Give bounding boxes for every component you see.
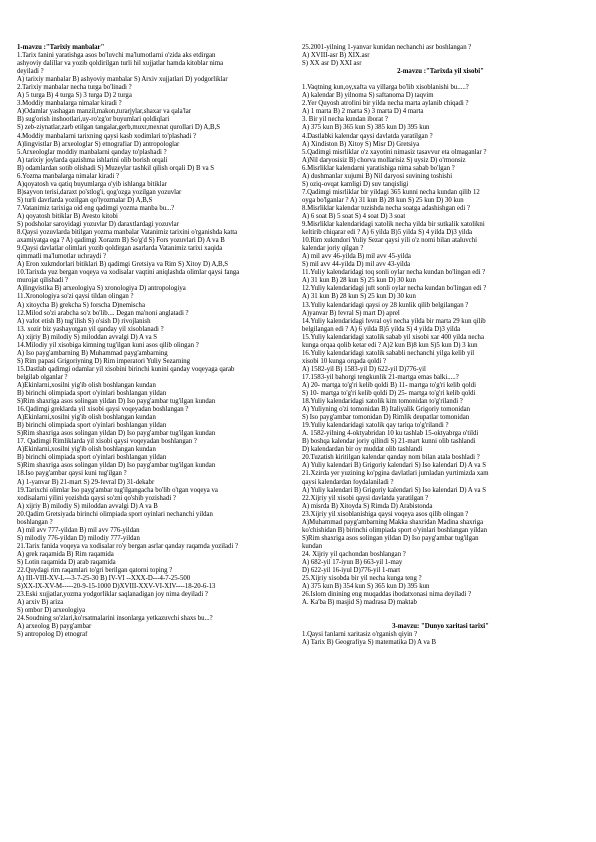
text-line-right-0: 25.2001-yilning 1-yanvar kunidan nechanchi asr boshlangan ? [302,44,472,51]
text-line-right-44: 18.Yuliy kalendaridagi xatolik kim tomonidan to'g'rilandi ? [302,398,463,406]
text-line-left-28: 10.Tarixda yuz bergan voqeya va xodisalar vaqtini aniqlashda olimlar qaysi fanga [17,269,240,277]
text-line-right-5: 1.Vaqtning kun,oy,xafta va yillarga bo'lib xisoblanishi bu.....? [302,84,469,92]
right-column [302,44,579,828]
text-line-left-31: 11.Xronologiya so'zi qaysi tildan olingan ? [17,293,134,301]
text-line-left-38: A) Iso payg'ambarning B) Muhammad payg'ambarning [17,349,168,357]
text-line-left-44: S)Rim shaxriga asos solingan yildan D) Iso payg'ambar tug'ilgan kundan [17,398,216,406]
text-line-right-54: qaysi kalendardan foydalaniladi ? [302,478,394,486]
text-line-left-13: 5.Arxeologlar moddiy manbalarni qanday to'plashadi ? [17,148,167,156]
text-line-left-59: boshlangan ? [17,518,53,526]
text-line-left-18: B)sayvon terisi,daraxt po'stlog'i, qog'ozga yozilgan yozuvlar [17,188,182,196]
text-line-right-34: 14.Yuliy kalendaridagi fevral oyi necha yilda bir marta 29 kun qilib [302,317,486,325]
text-line-right-49: B) boshqa kalendar joriy qilindi S) 21-mart kunni olib tashlandi [302,438,476,446]
text-line-left-73: S) antropolog D) etnograf [17,631,88,639]
text-line-left-29: murojat qilishadi ? [17,277,68,285]
text-line-right-42: A) 20- martga to'g'ri kelib qoldi B) 11- martga to'g'ri kelib qoldi [302,381,476,389]
text-line-left-32: A) xitoycha B) grekcha S) forscha D)nemischa [17,301,145,309]
document-page [17,44,579,828]
text-line-left-27: A) Eron xukmdorlari bitiklari B) qadimgi Gretsiya va Rim S) Xitoy D) A,B,S [17,261,229,269]
text-line-left-66: A) III-VIII-XV-L---3-7-25-30 B) IV-VI --XXX-D---4-7-25-500 [17,575,191,583]
text-line-right-48: A. 1582-yilning 4-oktyabridan 10 ku tashlab 15-oktyabrga o'tildi [302,430,479,438]
text-line-right-41: 17.1583-yil bahorgi tengkunlik 21-martga emas balki.....? [302,373,459,381]
text-line-right-40: A) 1582-yil B) 1583-yil D) 622-yil D)776-yil [302,365,426,373]
text-line-left-57: A) xijriy B) milodiy S) miloddan avvalgi D) A va B [17,502,158,510]
text-line-right-29: A) 31 kun B) 28 kun S) 25 kun D) 30 kun [302,277,416,285]
text-line-left-71: 24.Soudning so'zlari,ko'rsatmalarini insonlarga yetkazuvchi shaxs bu...? [17,615,213,623]
text-line-left-21: A) qoyatosh bitiklar B) Avesto kitobi [17,212,118,220]
text-line-right-37: kunga orqaa qolib ketar edi ? A)2 kun B)8 kun S)5 kun D) 3 kun [302,341,478,349]
text-line-left-42: A)Ekinlarni,xosilni yig'ib olish boshlangan kundan [17,381,156,389]
text-line-left-63: A) grek raqamida B) Rim raqamida [17,550,114,558]
text-line-left-11: 4.Moddiy manbalarni tarixning qaysi kasb xodimlari to'plashadi ? [17,132,197,140]
text-line-left-14: A) tarixiy joylarda qazishma ishlarini olib borish orqali [17,156,168,164]
text-line-left-48: S)Rim shaxriga asos solingan yildan D) Iso payg'ambar tug'ilgan kundan [17,430,216,438]
text-line-left-26: qimmatli ma'lumotlar uchraydi ? [17,253,106,261]
text-line-left-1: 1.Tarix fanini yaratishga asos bo'luvchi ma'lumotlarni o'zida aks etdirgan [17,52,216,60]
text-line-left-53: 18.Iso payg'ambar qaysi kuni tug'ilgan ? [17,470,127,478]
text-line-right-74: A) Tarix B) Geografiya S) matematika D) A va B [302,639,436,647]
text-line-right-4 [302,76,579,84]
text-line-right-70 [302,607,579,615]
text-line-right-7: 2.Yer Quyosh atrofini bir yilda necha marta aylanib chiqadi ? [302,100,469,108]
text-line-right-38: 16.Yuliy kalendaridagi xatolik sababli nechanchi yilga kelib yil [302,349,475,357]
text-line-left-33: 12.Milod so'zi arabcha so'z bo'lib.... Degan ma'noni anglatadi ? [17,309,189,317]
text-line-left-45: 16.Qadimgi greklarda yil xisobi qaysi voqeyadan boshlangan ? [17,406,189,414]
text-line-right-33: A)yanvar B) fevral S) mart D) aprel [302,309,400,317]
text-line-right-21: A) 6 soat B) 5 soat S) 4 soat D) 3 soat [302,212,406,220]
text-line-left-25: 9.Qaysi davlatlar olimlari yozib qoldirgan asarlarda Vatanimiz tarixi xaqida [17,245,223,253]
text-line-left-43: B) birinchi olimpiada sport o'yinlari boshlangan yildan [17,390,167,398]
text-line-right-17: S) oziq-ovqat kamligi D) suv tanqisligi [302,180,409,188]
text-line-left-51: B) birinchi olimpiada sport o'yinlari boshlangan yildan [17,454,167,462]
section-heading-left-0: 1-mavzu :"Tarixiy manbalar" [17,44,105,51]
text-line-left-50: A)Ekinlarni,xosilni yig'ib olish boshlangan kundan [17,446,156,454]
text-line-right-20: 8.Misrliklar kalendar tuzishda necha soatga adashishgan edi ? [302,204,470,212]
text-line-left-10: S) zeb-ziynatlar,zarb etilgan tangalar,gerb,muxr,mexnat qurollari D) A,B,S [17,124,221,132]
text-line-left-39: S) Rim papasi Grigoriyning D) Rim imperatori Yuliy Sezarning [17,357,191,365]
text-line-right-46: S) Iso payg'ambar tomonidan D) Rimlik deupatlar tomonidan [302,414,470,422]
section-heading-right-3: 2-mavzu :"Tarixda yil xisobi" [397,68,484,76]
text-line-left-6: A) 5 turga B) 4 turga S) 3 turga D) 2 turga [17,92,132,100]
text-line-left-9: B) sug'orish inshootlari,uy-ro'zg'or buyumlari qoldiqlari [17,116,170,124]
text-line-right-11: 4.Dastlabki kalendar qaysi davlatda yaratilgan ? [302,132,433,140]
text-line-left-47: B) birinchi olimpiada sport o'yinlari boshlangan yildan [17,422,167,430]
text-line-left-34: A) vafot etish B) tug'ilish S) o'sish D) rivojlanish [17,317,151,325]
text-line-right-2: S) XX asr D) XXI asr [302,60,362,68]
text-line-right-28: 11.Yuliy kalendaridagi toq sonli oylar necha kundan bo'lingan edi ? [302,269,486,277]
text-line-right-9: 3. Bir yil necha kundan iborat ? [302,116,388,124]
text-line-right-45: A) Yuliyning o'zi tomonidan B) Italiyalik Grigoriy tomonidan [302,406,471,414]
text-line-left-65: 22.Quydagi rim raqamlari to'gri berilgan qatorni toping ? [17,567,173,575]
text-line-left-7: 3.Moddiy manbalarga nimalar kiradi ? [17,100,122,108]
text-line-right-68: 26.Islom dinining eng muqaddas ibodatxonasi nima deyiladi ? [302,591,472,599]
section-heading-right-72: 3-mavzu: "Dunyo xaritasi tarixi" [392,623,489,631]
text-line-right-31: A) 31 kun B) 28 kun S) 25 kun D) 30 kun [302,293,416,301]
text-line-left-61: S) milodiy 776-yildan D) milodiy 777-yildan [17,534,140,542]
text-line-right-62: kundan [302,542,323,550]
text-line-right-58: 23.Xijriy yil xisoblanishiga qaysi voqeya asos qilib olingan ? [302,510,469,518]
text-line-left-67: S)XX-IX-XV-M-----20-9-15-1000 D)XVIII-XXV-VI-XIV----18-20-6-13 [17,583,216,591]
text-line-left-64: S) Lotin raqamida D) arab raqamida [17,559,116,566]
text-line-right-67: A) 375 kun B) 354 kun S) 365 kun D) 395 kun [302,583,430,591]
text-line-right-73: 1.Qaysi fanlarni xaritasiz o'rganish qiyin ? [302,631,418,639]
text-line-left-56: xodisalarni yilini yozishda qaysi so'zni qo'shib yozishadi ? [17,494,176,502]
text-line-left-60: A) mil avv 777-yildan B) mil avv 776-yildan [17,526,140,534]
text-line-left-17: A)qoyatosh va qatiq buyumlarga o'yib ishlanga bitiklar [17,180,167,188]
text-line-left-49: 17. Qadimgi Rimliklarda yil xisobi qaysi voqeyadan boshlangan ? [17,438,197,446]
text-line-right-19: oyga bo'lganlar ? A) 31 kun B) 28 kun S) 25 kun D) 30 kun [302,196,464,204]
text-line-right-59: A)Muhammad payg'ambarning Makka shaxridan Madina shaxriga [302,518,484,526]
text-line-left-46: A)Ekinlarni,xosilni yig'ib olish boshlangan kundan [17,414,156,422]
text-line-left-54: A) 1-yanvar B) 21-mart S) 29-fevral D) 31-dekabr [17,478,155,486]
text-line-left-4: A) tarixiy manbalar B) ashyoviy manbalar S) Arxiv xujjatlari D) yodgorliklar [17,76,228,84]
text-line-right-15: 6.Misrliklar kalendarni yaratishiga nima sabab bo'lgan ? [302,164,455,172]
text-line-right-43: S) 10- martga to'g'ri kelib qoldi D) 25- martga to'g'ri kelib qoldi [302,390,476,398]
text-line-left-12: A)lingvistlar B) arxeologlar S) etnografiar D) antropologlar [17,140,180,148]
text-line-left-69: A) arxiv B) ariza [17,599,64,607]
text-line-right-26: A) mil avv 46-yilda B) mil avv 45-yilda [302,253,411,261]
text-line-right-6: A) kalendar B) yilnoma S) saftanoma D) taqvim [302,92,434,100]
text-line-right-53: 21.Xzirda yer yuzining ko'pgina davlatlari jumladan yurtimizda xam [302,470,489,478]
text-line-right-63: 24. Xijriy yil qachondan boshlangan ? [302,550,406,558]
text-line-left-41: belgilab olganlar ? [17,373,68,381]
text-line-right-71 [302,615,579,623]
text-line-left-15: B) odamlardan sotib olishadi S) Muzeylar tashkil qilish orqali D) B va S [17,164,215,172]
text-line-left-40: 15.Dastlab qadimgi odamlar yil xisobini birinchi kunini qanday voqeyaga qarab [17,365,235,373]
text-line-right-47: 19.Yuliy kalendaridagi xatolik qay tariqa to'g'rilandi ? [302,422,449,430]
text-line-right-10: A) 375 kun B) 365 kun S) 385 kun D) 395 kun [302,124,430,132]
text-line-right-1: A) XVIII-asr B) XIX.asr [302,52,370,60]
text-line-right-35: belgilangan edi ? A) 6 yilda B)5 yilda S) 4 yilda D)3 yilda [302,325,461,333]
text-line-left-30: A)lingvistika B) arxeologiya S) xronologiya D) antropologiya [17,285,186,293]
text-line-right-65: D) 622-yil 16-iyul D)776-yil 1-mart [302,567,401,575]
text-line-left-23: 8.Qaysi yozuvlarda bitilgan yozma manbalar Vatanimiz tarixini o'rganishda katta [17,229,238,237]
text-line-right-52: A) Yuliy kalendari B) Grigoriy kalendari S) Iso kalendari D) A va S [302,462,486,470]
text-line-right-39: xisobi 10 kunga orqada qoldi ? [302,357,387,365]
text-line-left-2: ashyoviy dalillar va yozib qoldirilgan turli hil xujjatlar hamda kitoblar nima [17,60,224,68]
text-line-left-8: A)Odamlar yashagan manzil,makon,turarjylar,shaxar va qala'lar [17,108,192,116]
text-line-left-52: S)Rim shaxriga asos solingan yildan D) Iso payg'ambar tug'ilgan kundan [17,462,216,470]
text-line-left-36: A) xijriy B) milodiy S) miloddan avvalgi D) A va S [17,333,158,341]
text-line-right-64: A) 682-yil 17-iyun B) 663-yil 1-may [302,559,403,566]
text-line-right-22: 9.Misrliklar kalendaridagi xatolik necha yilda bir sutkalik xatolikni [302,221,485,229]
text-line-right-25: kalendar joriy qilgan ? [302,245,364,253]
text-line-right-23: keltirib chiqarar edi ? A) 6 yilda B)5 yilda S) 4 yilda D)3 yilda [302,229,473,237]
text-line-right-69: A. Ka'ba B) masjid S) madrasa D) maktab [302,599,417,607]
text-line-right-16: A) dushmanlar xujumi B) Nil daryosi suvining toshishi [302,172,453,180]
text-line-left-19: S) turli davrlarda yozilgan qo'lyozmalar D) A,B,S [17,196,153,204]
text-line-left-3: deyiladi ? [17,68,44,76]
text-line-right-60: ko'chishidan B) birinchi olimpiada sport o'yinlari boshlangan yildan [302,526,487,534]
left-column [17,44,294,828]
text-line-left-16: 6.Yozma manbalarga nimalar kiradi ? [17,172,120,180]
text-line-left-35: 13. xozir biz yashayotgan yil qanday yil xisoblanadi ? [17,325,164,333]
text-line-right-14: A)Nil daryosisiz B) chorva mollarisiz S) uysiz D) o'rmonsiz [302,156,466,164]
text-line-left-22: S) podsholar saroyidagi yozuvlar D) daraxtlardagi yozuvlar [17,221,179,229]
text-line-right-57: A) misrda B) Xitoyda S) Rimda D) Arabistonda [302,502,433,510]
text-line-left-68: 23.Eski xujjatlar,yozma yodgorliklar saqlanadigan joy nima deyiladi ? [17,591,208,599]
text-line-right-51: 20.Tuzatish kiritilgan kalendar qanday nom bilan atala boshladi ? [302,454,480,462]
text-line-right-61: S)Rim shaxriga asos solingan yildan D) Iso payg'ambar tug'ilgan [302,534,479,542]
text-line-right-32: 13.Yuliy kalendaridagi qaysi oy 28 kunlik qilib belgilangan ? [302,301,469,309]
text-line-left-70: S) ombor D) arxeologiya [17,607,86,615]
text-line-right-50: D) kalendardan bir oy muddat olib tashlandi [302,446,423,454]
text-line-left-58: 20.Qadim Gretsiyada birinchi olimpiada sport oyinlari nechanchi yildan [17,510,213,518]
text-line-right-27: S) mil avv 44-yilda D) mil avv 43-yilda [302,261,411,269]
text-line-right-24: 10.Rim xukmdori Yuliy Sezar qaysi yili o'z nomi bilan ataluvchi [302,237,478,245]
text-line-right-12: A) Xindiston B) Xitoy S) Misr D) Gretsiya [302,140,420,148]
text-line-right-30: 12.Yuliy kalendaridagi juft sonli oylar necha kundan bo'lingan edi ? [302,285,487,293]
text-line-right-66: 25.Xijriy xisobda bir yil necha kunga teng ? [302,575,422,583]
text-line-right-18: 7.Qadimgi misrliklar bir yildagi 365 kunni necha kundan qilib 12 [302,188,480,196]
text-line-right-55: A) Yuliy kalendari B) Grigoriy kalendari S) Iso kalendari D) A va S [302,486,486,494]
text-line-right-8: A) 1 marta B) 2 marta S) 3 marta D) 4 marta [302,108,424,116]
text-line-left-37: 14.Milodiy yil xisobiga kimning tug'ilgan kuni asos qilib olingan ? [17,341,199,349]
text-line-left-62: 21.Tarix fanida voqeya va xodisalar ro'y bergan asrlar qanday raqamda yoziladi ? [17,542,239,550]
text-line-left-55: 19.Tarixchi olimlar Iso payg'ambar tug'ilgangacha bo'lib o'tgan voqeya va [17,486,218,494]
text-line-right-56: 22.Xijriy yil xisobi qaysi davlatda yaratilgan ? [302,494,429,502]
text-line-left-24: axamiyatga ega ? A) qadimgi Xorazm B) So'g'd S) Fors yozuvlari D) A va B [17,237,225,245]
text-line-right-13: 5.Qadimgi misrliklar o'z xayotini nimasiz tasavvur eta olmaganlar ? [302,148,487,156]
text-line-left-20: 7.Vatanimiz tarixiga oid eng qadimgi yozma manba bu...? [17,204,175,212]
text-line-left-72: A) arxeolog B) payg'ambar [17,623,92,631]
text-line-left-5: 2.Tarixiy manbalar necha turga bo'linadi ? [17,84,132,92]
text-line-right-36: 15.Yuliy kalendaridagi xatolik sabab yil xisobi xar 400 yilda necha [302,333,484,341]
